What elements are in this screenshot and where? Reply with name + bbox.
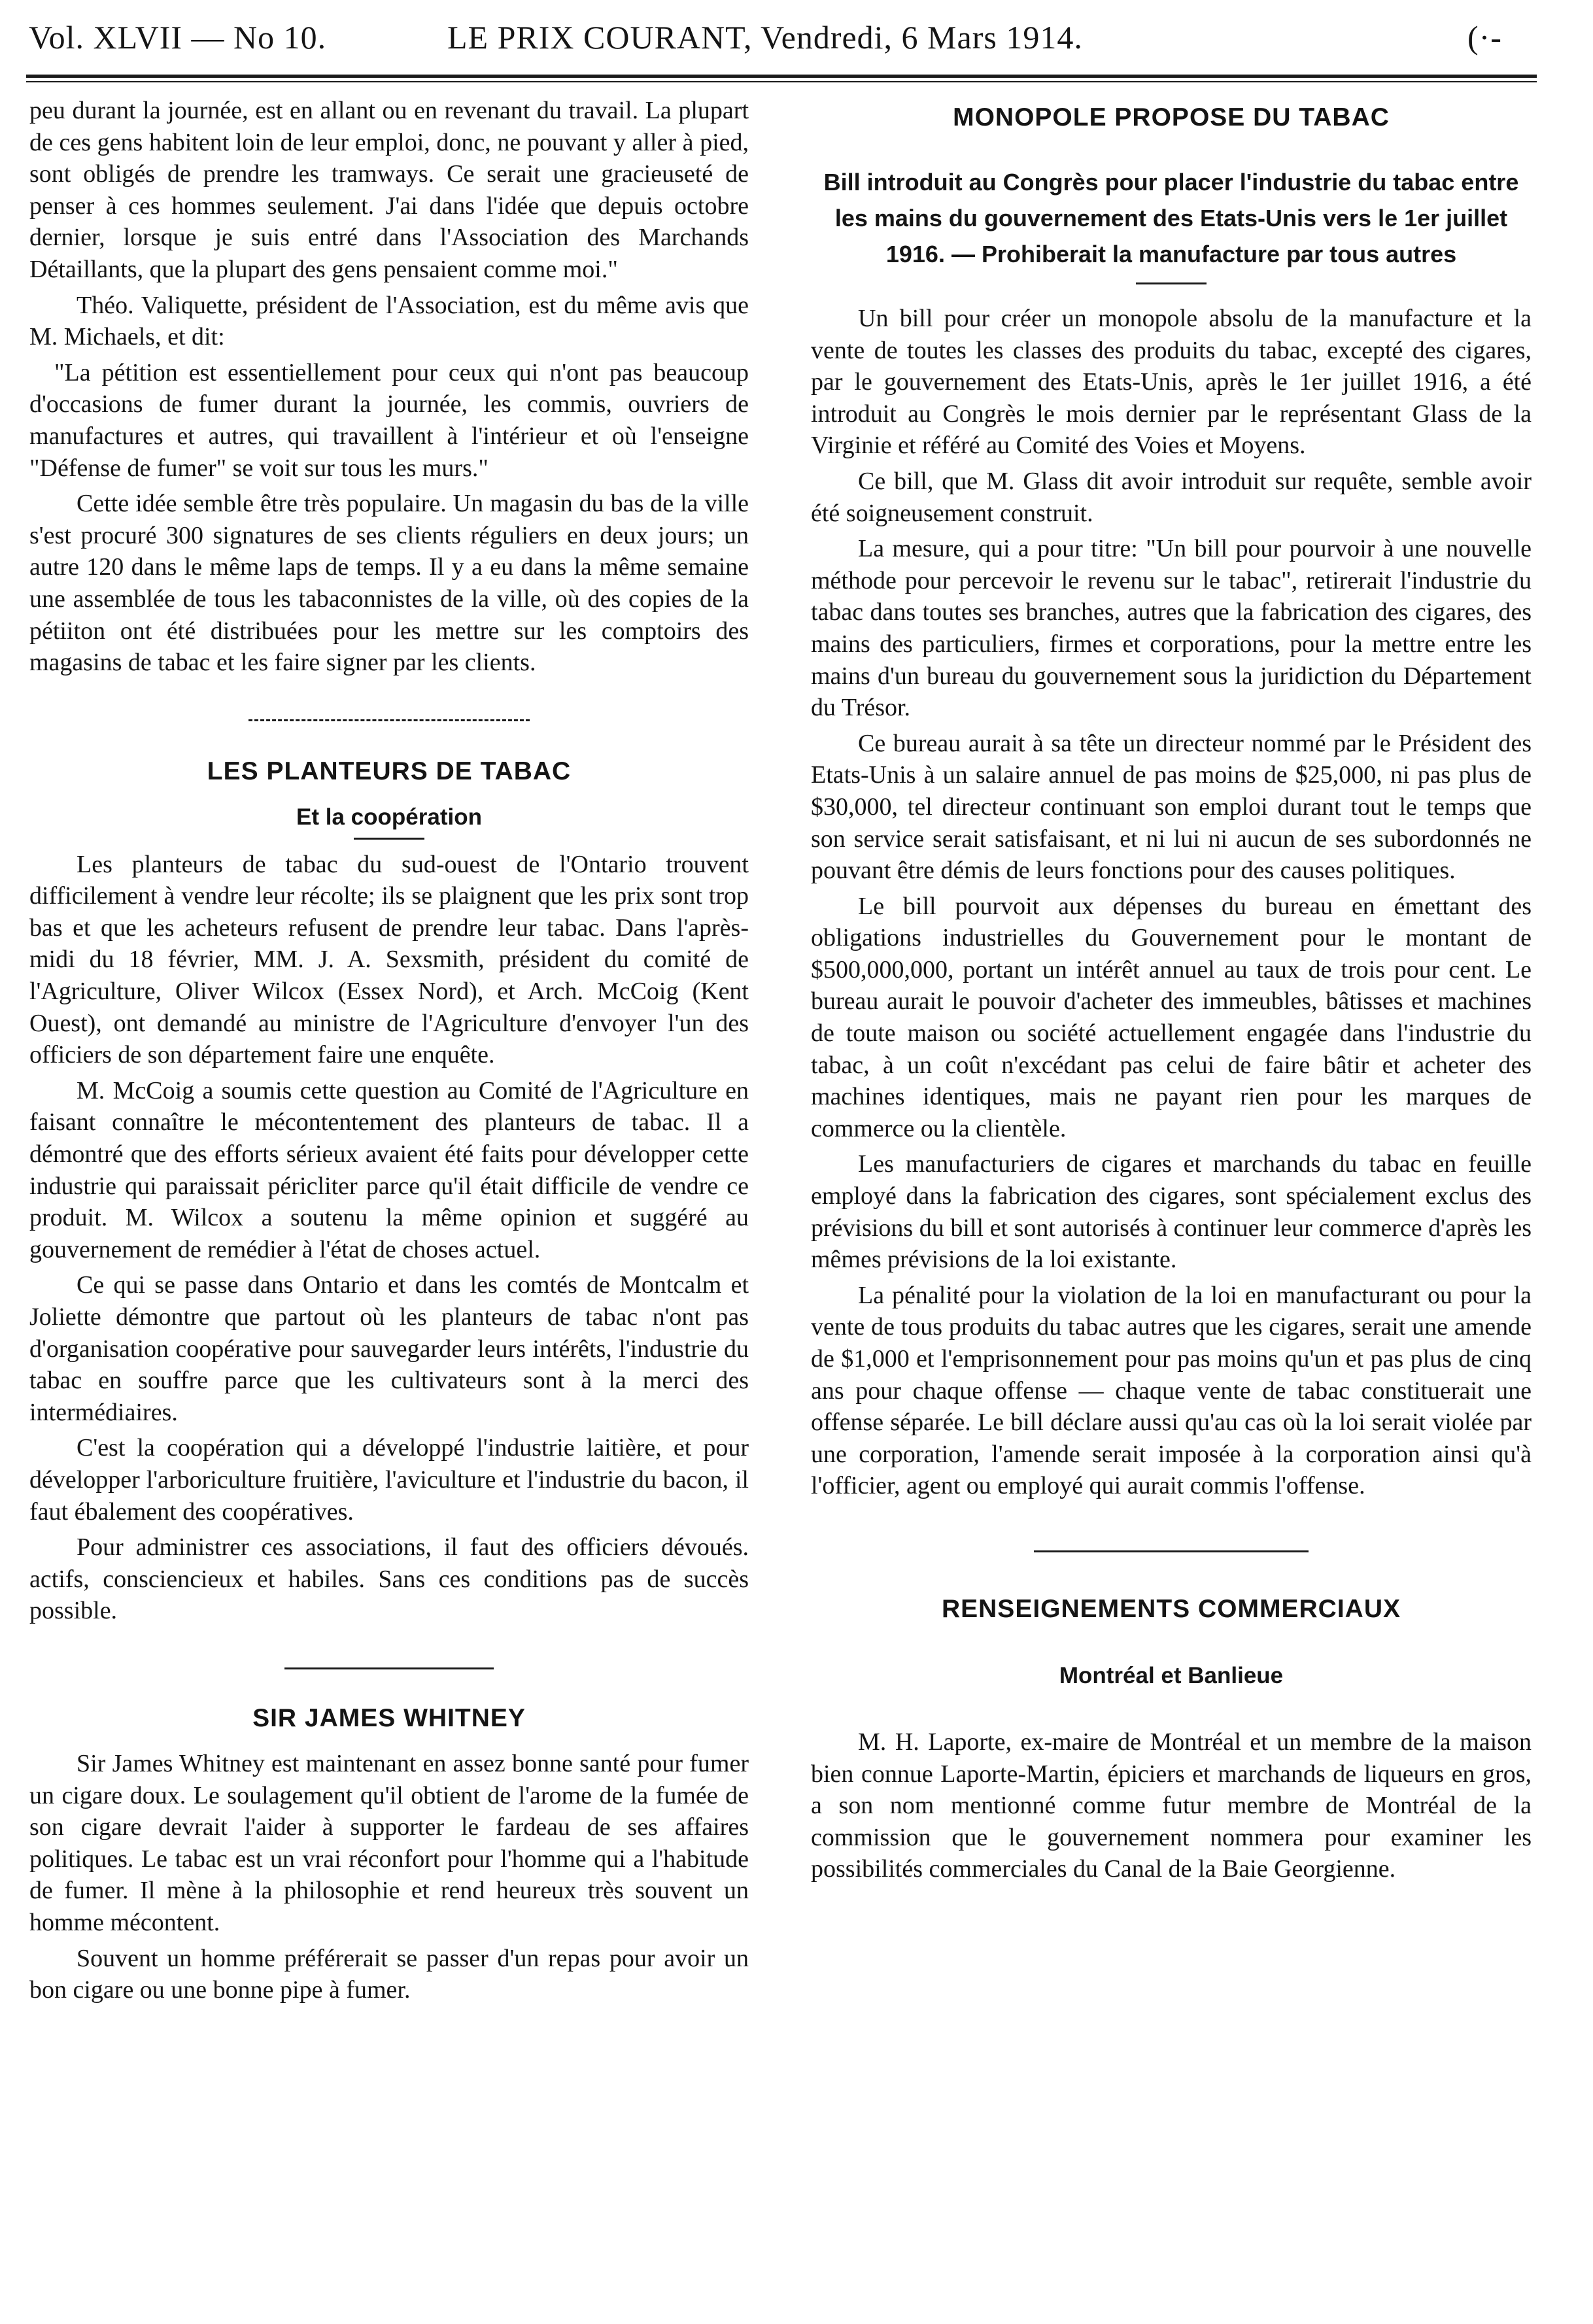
article-paragraph: Le bill pourvoit aux dépenses du bureau en émettant des obligations industrielles du Gouvernement pour le montant de $500,000,000, portant un intérêt annuel au taux de trois pour cent. Le bureau aurait le pouvoir d'acheter des immeubles, bâtisses et machines de toute maison ou société actuellement engagée dans l'industrie du tabac, à un coût n'excédant pas celui de faire bâtir et acheter des machines identiques, mais ne payant rien pour les marques de commerce ou la clientèle. — [811, 892, 1532, 1142]
article-paragraph: M. McCoig a soumis cette question au Comité de l'Agriculture en faisant connaître le mécontentement des planteurs de tabac. Il a démontré que des efforts sérieux avaient été faits pour développer cette industrie qui paraissait péricliter parce qu'il était difficile de vendre ce produit. M. Wilcox a soutenu la même opinion et suggéré au gouvernement de remédier à l'état de choses actuel. — [29, 1076, 749, 1263]
article-paragraph: Les manufacturiers de cigares et marchands du tabac en feuille employé dans la fabrication des cigares, sont spécialement exclus des prévisions du bill et sont autorisés à continuer leur commerce d'après les mêmes prévisions de la loi existante. — [811, 1150, 1532, 1274]
header-rule-thin — [26, 81, 1537, 82]
article-paragraph: M. H. Laporte, ex-maire de Montréal et un membre de la maison bien connue Laporte-Martin, épiciers et marchands de liqueurs en gros, a son nom mentionné comme futur membre de Montréal de la commission que le gouvernement nommera pour examiner les possibilités commerciales du Canal de la Baie Georgienne. — [811, 1728, 1532, 1883]
article-paragraph: La mesure, qui a pour titre: "Un bill pour pourvoir à une nouvelle méthode pour percevoir le revenu sur le tabac", retirerait l'industrie du tabac dans toutes ses branches, autres que la fabrication des cigares, des mains des particuliers, firmes et corporations, pour la mettre entre les mains d'un bureau du gouvernement sous la juridiction du Département du Trésor. — [811, 535, 1532, 722]
article-paragraph: C'est la coopération qui a développé l'industrie laitière, et pour développer l'arboriculture fruitière, l'aviculture et l'industrie du bacon, il faut ébalement des coopératives. — [29, 1434, 749, 1526]
article-paragraph: Un bill pour créer un monopole absolu de la manufacture et la vente de toutes les classes des produits du tabac, excepté des cigares, par le gouvernement des Etats-Unis, après le 1er juillet 1916, a été introduit au Congrès le mois dernier par le représentant Glass de la Virginie et référé au Comité des Voies et Moyens. — [811, 305, 1532, 460]
article-paragraph: Les planteurs de tabac du sud-ouest de l'Ontario trouvent difficilement à vendre leur récolte; ils se plaignent que les prix sont trop bas et que les acheteurs refusent de prendre leur tabac. Dans l'après-midi du 18 février, MM. J. A. Sexsmith, président du comité de l'Agriculture, Oliver Wilcox (Essex Nord), et Arch. McCoig (Kent Ouest), ont demandé au ministre de l'Agriculture d'envoyer l'un des officiers de son département faire une enquête. — [29, 850, 749, 1069]
article-paragraph: Ce bill, que M. Glass dit avoir introduit sur requête, semble avoir été soigneusement construit. — [811, 467, 1532, 527]
section-subtitle-planteurs: Et la coopération — [296, 804, 482, 830]
section-title-whitney: SIR JAMES WHITNEY — [252, 1703, 526, 1732]
page-header — [29, 14, 1533, 60]
section-subtitle-renseignements: Montréal et Banlieue — [1059, 1662, 1284, 1688]
article-paragraph: Souvent un homme préférerait se passer d'un repas pour avoir un bon cigare ou une bonne pipe à fumer. — [29, 1944, 749, 2004]
short-divider — [354, 838, 424, 840]
section-title-planteurs: LES PLANTEURS DE TABAC — [207, 757, 572, 785]
article-paragraph: Pour administrer ces associations, il faut des officiers dévoués. actifs, consciencieux et habiles. Sans ces conditions pas de succès possible. — [29, 1533, 749, 1625]
article-paragraph: La pénalité pour la violation de la loi en manufacturant ou pour la vente de tous produits du tabac autres que les cigares, serait une amende de $1,000 et l'emprisonnement pour pas moins qu'un et pas plus de cinq ans pour chaque offense — chaque vente de tabac constituerait une offense séparée. Le bill déclare aussi qu'au cas où la loi serait violée par une corporation, l'amende serait imposée à la corporation ainsi qu'à l'officier, agent ou employé qui aurait commis l'offense. — [811, 1281, 1532, 1500]
section-title-renseignements: RENSEIGNEMENTS COMMERCIAUX — [941, 1594, 1401, 1623]
publication-title: LE PRIX COURANT, Vendredi, 6 Mars 1914. — [447, 19, 1083, 56]
short-divider — [1136, 282, 1207, 284]
left-column — [29, 95, 749, 2010]
article-paragraph: Ce bureau aurait à sa tête un directeur nommé par le Président des Etats-Unis à un salaire annuel de pas moins de $25,000, ni pas plus de $30,000, tel directeur continuant son emploi durant tout le temps que son service serait satisfaisant, et ni lui ni aucun de ses subordonnés ne pouvant être démis de leurs fonctions pour des causes politiques. — [811, 729, 1532, 885]
section-title-monopole: MONOPOLE PROPOSE DU TABAC — [953, 103, 1390, 131]
article-paragraph: Sir James Whitney est maintenant en assez bonne santé pour fumer un cigare doux. Le soulagement qu'il obtient de l'arome de la fumée de son cigare devrait l'aider à supporter le fardeau de ses affaires politiques. Le tabac est un vrai réconfort pour l'homme qui a l'habitude de fumer. Il mène à la philosophie et rend heureux très souvent un homme mécontent. — [29, 1749, 749, 1936]
intro-paragraph: Cette idée semble être très populaire. Un magasin du bas de la ville s'est procuré 300 signatures de ses clients réguliers en deux jours; un autre 120 dans le même laps de temps. Il y a eu dans la même semaine une assemblée de tous les tabaconnistes de la ville, où des copies de la pétiiton ont été distribuées pour les mettre sur les comptoirs des magasins de tabac et les faire signer par les clients. — [29, 490, 749, 677]
volume-number: Vol. XLVII — No 10. — [29, 19, 327, 56]
article-paragraph: Ce qui se passe dans Ontario et dans les comtés de Montcalm et Joliette démontre que partout où les planteurs de tabac n'ont pas d'organisation coopérative pour sauvegarder leurs intérêts, l'industrie du tabac en souffre parce que les cultivateurs sont à la merci des intermédiaires. — [29, 1271, 749, 1426]
intro-paragraph: "La pétition est essentiellement pour ceux qui n'ont pas beaucoup d'occasions de fumer durant la journée, les commis, ouvriers de manufactures et autres, qui travaillent à l'intérieur et où l'enseigne "Défense de fumer" se voit sur tous les murs." — [29, 358, 749, 482]
intro-paragraph: Théo. Valiquette, président de l'Association, est du même avis que M. Michaels, et dit: — [29, 291, 749, 351]
right-column — [811, 95, 1532, 1889]
page-mark: (·- — [1467, 19, 1502, 56]
header-rule — [26, 75, 1537, 78]
intro-paragraph: peu durant la journée, est en allant ou en revenant du travail. La plupart de ces gens habitent loin de leur emploi, donc, ne pouvant y aller à pied, sont obligés de prendre les tramways. Ce serait une gracieuseté de penser à ces hommes seulement. J'ai dans l'idée que depuis octobre dernier, lorsque je suis entré dans l'Association des Marchands Détaillants, que la plupart des gens pensaient comme moi." — [29, 97, 749, 283]
article-deck: Bill introduit au Congrès pour placer l'industrie du tabac entre les mains du gouvernement des Etats-Unis vers le 1er juillet 1916. — Prohiberait la manufacture par tous autres — [823, 169, 1519, 267]
